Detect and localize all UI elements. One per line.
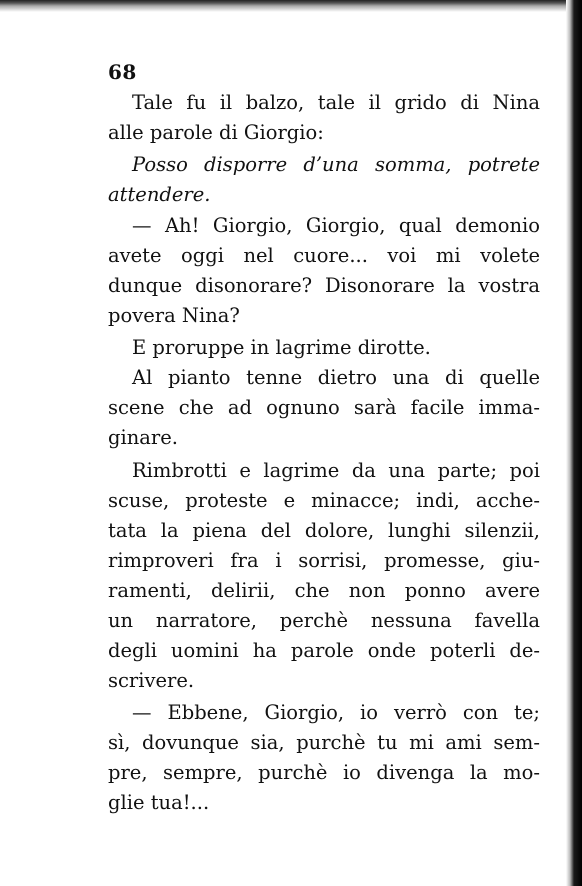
text-line: avete oggi nel cuore... voi mi volete [108,244,540,267]
scan-top-edge [0,0,582,12]
text-line: scuse, proteste e minacce; indi, acche- [108,489,540,512]
text-line: glie tua!... [108,791,210,814]
text-line: alle parole di Giorgio: [108,121,324,144]
text-line: ginare. [108,426,178,449]
text-line: scrivere. [108,669,195,692]
text-line: tata la piena del dolore, lunghi silenzii, [108,519,540,542]
text-line: Posso disporre d’una somma, potrete [132,153,540,176]
text-line: un narratore, perchè nessuna favella [108,609,540,632]
text-line: Al pianto tenne dietro una di quelle [132,366,540,389]
text-line: degli uomini ha parole onde poterli de- [108,639,540,662]
text-line: povera Nina? [108,304,240,327]
text-line: pre, sempre, purchè io divenga la mo- [108,761,540,784]
text-line: dunque disonorare? Disonorare la vostra [108,274,540,297]
text-line: rimproveri fra i sorrisi, promesse, giu- [108,549,540,572]
text-line: E proruppe in lagrime dirotte. [132,336,431,359]
text-line: Tale fu il balzo, tale il grido di Nina [132,91,540,114]
text-line: — Ebbene, Giorgio, io verrò con te; [132,701,540,724]
text-line: ramenti, delirii, che non ponno avere [108,579,540,602]
page-number: 68 [108,60,137,84]
scan-right-edge [566,0,582,886]
text-line: Rimbrotti e lagrime da una parte; poi [132,459,540,482]
text-line: — Ah! Giorgio, Giorgio, qual demonio [132,214,540,237]
text-line: attendere. [108,183,211,206]
text-line: scene che ad ognuno sarà facile imma- [108,396,540,419]
text-line: sì, dovunque sia, purchè tu mi ami sem- [108,731,540,754]
